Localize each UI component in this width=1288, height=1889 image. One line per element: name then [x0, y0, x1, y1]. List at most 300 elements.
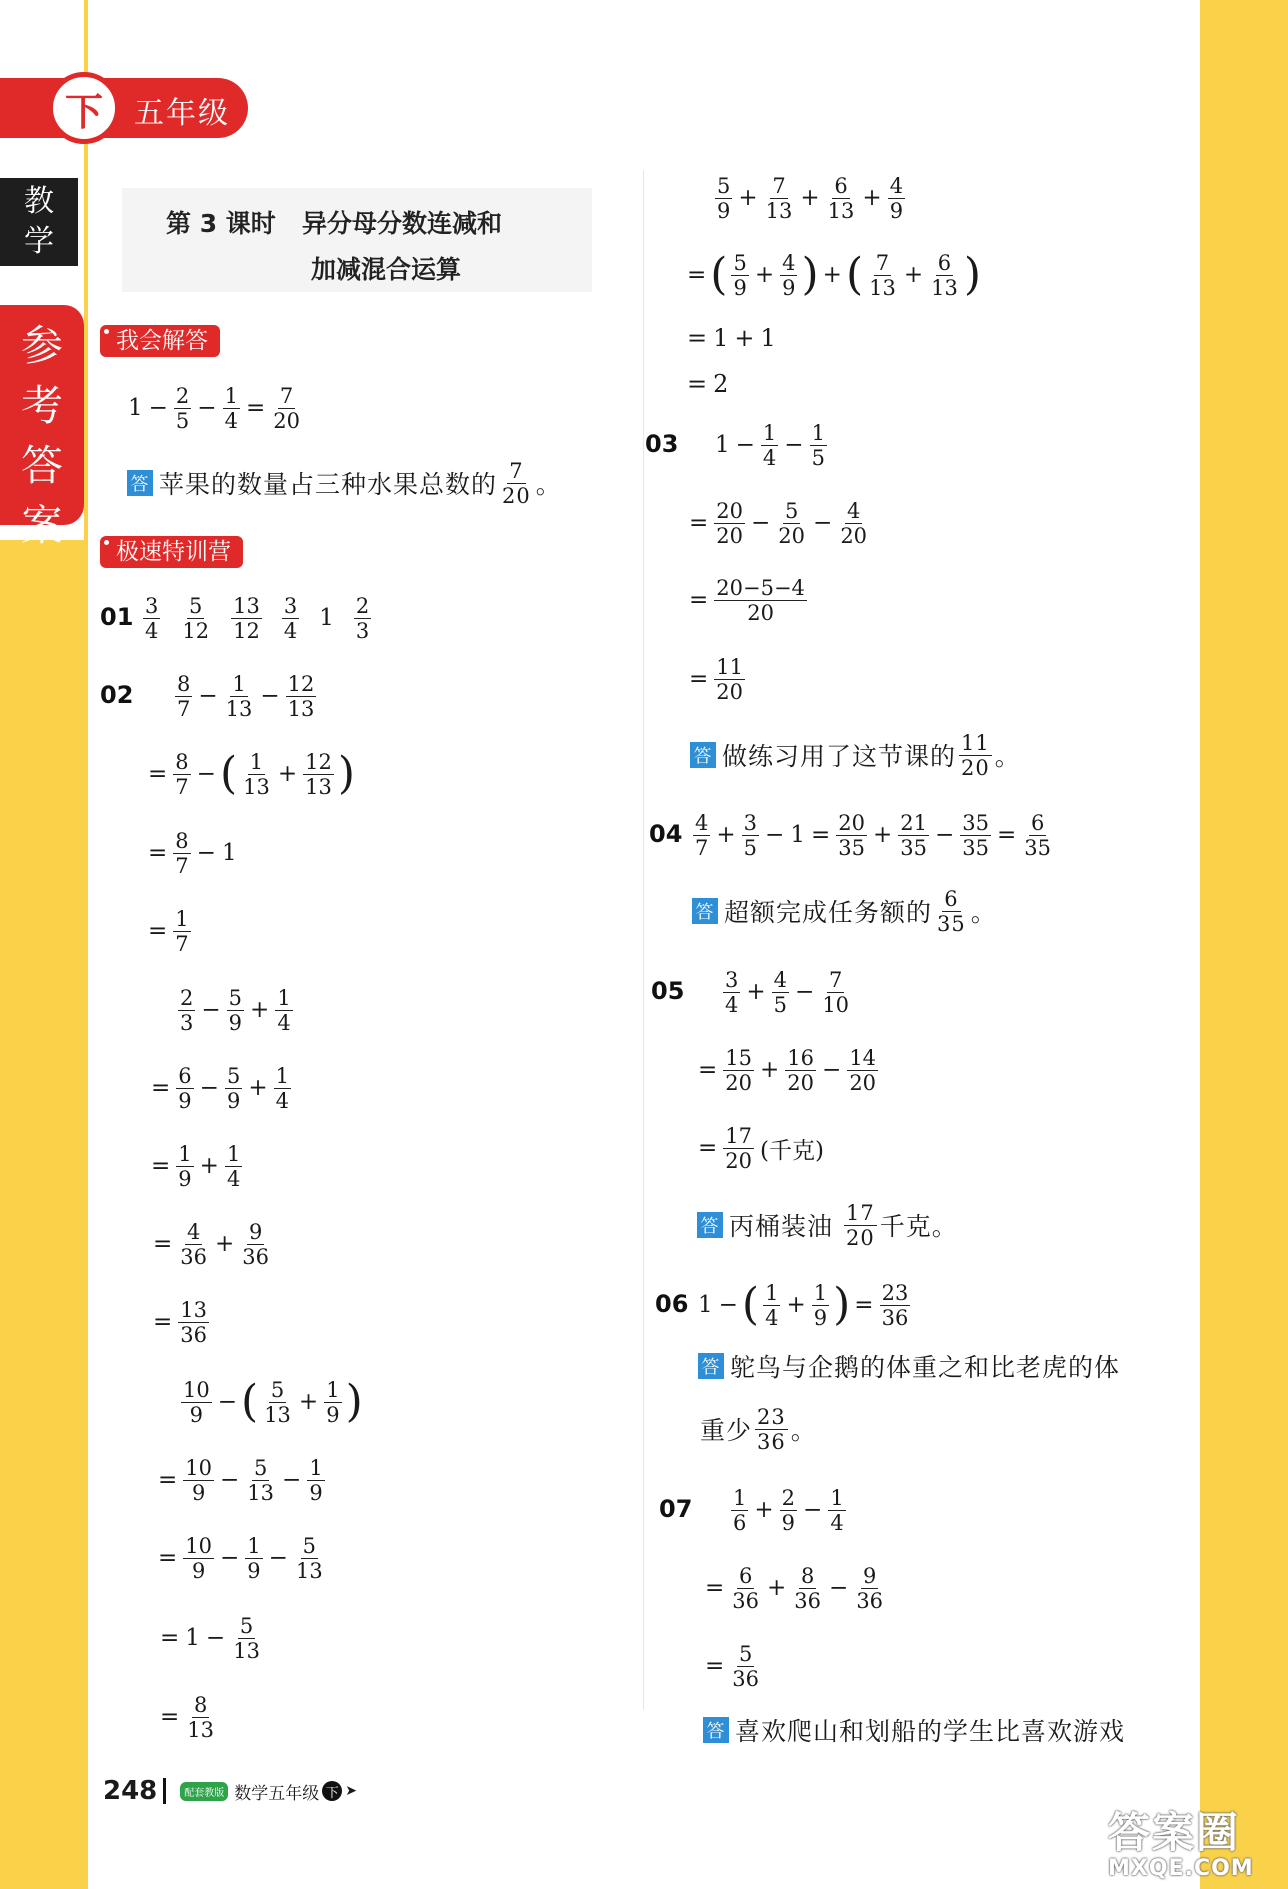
denominator: 20	[961, 755, 990, 780]
math-token: −	[198, 683, 218, 709]
denominator: 13	[187, 1717, 215, 1742]
parenthesis: )	[337, 748, 356, 799]
math-token: −	[201, 997, 221, 1023]
numerator: 5	[253, 1455, 268, 1480]
math-token: −	[934, 822, 955, 848]
math-token: =	[148, 761, 168, 787]
numerator: 10	[185, 1455, 213, 1480]
fraction	[324, 1378, 341, 1427]
numerator: 20	[716, 498, 744, 523]
denominator: 13	[225, 696, 253, 721]
question-number-06: 06	[655, 1290, 689, 1318]
parenthesis: )	[801, 249, 819, 300]
denominator: 13	[287, 696, 315, 721]
denominator: 9	[717, 198, 731, 223]
math-token: −	[268, 1545, 288, 1571]
numerator: 13	[233, 593, 260, 618]
denominator: 4	[725, 992, 739, 1017]
lesson-title-line2: 加减混合运算	[311, 255, 462, 284]
math-token: =	[160, 1704, 180, 1730]
denominator: 12	[233, 618, 260, 643]
fraction	[888, 174, 905, 223]
numerator: 8	[175, 749, 189, 774]
fraction	[185, 1693, 216, 1742]
fraction	[838, 499, 869, 548]
answer-mark-icon: 答	[697, 1212, 723, 1238]
denominator: 13	[931, 275, 958, 300]
fraction	[723, 1124, 754, 1173]
fraction	[810, 421, 827, 470]
denominator: 36	[242, 1244, 270, 1269]
numerator: 13	[180, 1297, 208, 1322]
numerator: 20−5−4	[716, 575, 805, 600]
numerator: 1	[762, 420, 777, 445]
math-token: +	[734, 324, 755, 352]
fraction	[173, 829, 190, 878]
numerator: 12	[305, 749, 332, 774]
denominator: 4	[277, 1010, 291, 1035]
q07-step2	[702, 1560, 888, 1616]
math-token: +	[822, 262, 842, 288]
q03-step4	[686, 651, 748, 707]
fraction	[143, 594, 160, 643]
side-tab-dark: 教 学	[0, 178, 78, 266]
denominator: 9	[189, 1402, 204, 1427]
math-token: −	[718, 1292, 738, 1318]
numerator: 1	[249, 749, 264, 774]
denominator: 9	[781, 1510, 796, 1535]
question-number-01: 01	[100, 603, 134, 631]
numerator: 7	[828, 967, 843, 992]
denominator: 5	[811, 445, 825, 470]
math-token: −	[148, 395, 168, 421]
fraction	[763, 1281, 780, 1330]
book-title: 数学五年级	[234, 1783, 320, 1804]
fraction	[693, 811, 710, 860]
denominator: 9	[191, 1558, 206, 1583]
fraction	[181, 1378, 212, 1427]
numerator: 9	[862, 1563, 877, 1588]
denominator: 20	[840, 523, 868, 548]
math-token: =	[153, 1309, 173, 1335]
question-number-03: 03	[645, 430, 679, 458]
denominator: 20	[846, 1225, 875, 1250]
q02-p1-step3	[145, 825, 240, 881]
fraction	[730, 1564, 761, 1613]
fraction	[178, 986, 195, 1035]
answer-mark-icon: 答	[692, 898, 718, 924]
denominator: 20	[725, 1148, 753, 1173]
fraction	[240, 1220, 271, 1269]
denominator: 20	[778, 523, 806, 548]
fraction	[173, 750, 190, 799]
denominator: 9	[178, 1088, 192, 1113]
math-token: 1	[790, 822, 805, 848]
denominator: 13	[295, 1558, 323, 1583]
fraction	[303, 750, 334, 799]
q05-step2	[695, 1042, 881, 1098]
math-token: =	[810, 822, 831, 848]
q02-p4-step4	[684, 356, 731, 412]
numerator: 17	[846, 1200, 875, 1225]
fraction	[714, 576, 807, 625]
q07-step1	[728, 1482, 849, 1538]
math-token: (千克)	[760, 1137, 824, 1164]
denominator: 3	[355, 618, 370, 643]
q02-p1-step1	[172, 668, 319, 724]
denominator: 9	[178, 1166, 192, 1191]
math-token: +	[298, 1389, 319, 1415]
math-token: 1	[221, 840, 237, 866]
numerator: 1	[277, 985, 291, 1010]
q02-p3-step3	[155, 1530, 328, 1586]
math-token: +	[760, 1057, 780, 1083]
math-token: −	[795, 979, 815, 1005]
q04-answer: 答 超额完成任务额的 $\frac{6}{35}$ 。	[692, 883, 997, 939]
q02-p3-step4	[157, 1610, 265, 1666]
fraction	[241, 750, 272, 799]
numerator: 20	[838, 810, 865, 835]
numerator: 4	[782, 250, 796, 275]
q03-step3	[686, 572, 810, 628]
page-number: 248	[103, 1776, 158, 1806]
denominator: 7	[175, 853, 189, 878]
numerator: 35	[962, 810, 989, 835]
math-token: =	[158, 1467, 178, 1493]
math-token: −	[220, 1545, 240, 1571]
denominator: 13	[765, 198, 793, 223]
fraction	[755, 1405, 788, 1454]
denominator: 35	[937, 911, 966, 936]
fraction	[294, 1534, 325, 1583]
numerator: 5	[784, 498, 799, 523]
parenthesis: )	[833, 1279, 851, 1330]
column-divider	[643, 170, 644, 1710]
numerator: 7	[509, 458, 524, 483]
question-number-05: 05	[651, 977, 685, 1005]
denominator: 5	[175, 408, 190, 433]
math-token: +	[754, 262, 775, 288]
denominator: 5	[743, 835, 758, 860]
numerator: 1	[175, 906, 189, 931]
fraction	[180, 594, 211, 643]
denominator: 13	[233, 1638, 260, 1663]
fraction	[772, 968, 789, 1017]
math-token: 2	[713, 370, 729, 398]
denominator: 35	[1024, 835, 1052, 860]
fraction	[178, 1298, 209, 1347]
denominator: 12	[182, 618, 210, 643]
q05-answer: 答 丙桶装油 $\frac{17}{20}$ 千克。	[697, 1197, 958, 1253]
fraction	[176, 1064, 193, 1113]
q02-p2-step5	[150, 1294, 212, 1350]
denominator: 20	[716, 523, 744, 548]
fraction	[245, 1534, 262, 1583]
denominator: 20	[849, 1070, 877, 1095]
q01-answers	[140, 590, 374, 646]
fraction	[854, 1564, 885, 1613]
fraction	[780, 1486, 797, 1535]
fraction	[223, 384, 240, 433]
fraction	[764, 174, 795, 223]
denominator: 3	[180, 1010, 194, 1035]
solve-expression	[125, 380, 305, 436]
denominator: 35	[838, 835, 865, 860]
q06-expression	[695, 1277, 913, 1333]
fraction	[844, 1201, 877, 1250]
grade-label: 五年级	[134, 96, 230, 131]
fraction	[812, 1281, 829, 1330]
denominator: 36	[794, 1588, 822, 1613]
page-footer	[103, 1776, 357, 1806]
numerator: 7	[279, 383, 294, 408]
fraction	[714, 655, 745, 704]
numerator: 23	[757, 1404, 786, 1429]
parenthesis: (	[845, 249, 864, 300]
math-token: =	[151, 1153, 171, 1179]
math-token: 1	[698, 1292, 713, 1318]
parenthesis: )	[963, 249, 982, 300]
denominator: 20	[716, 679, 744, 704]
fraction	[262, 1378, 293, 1427]
fraction	[225, 1142, 242, 1191]
math-token: =	[160, 1625, 180, 1651]
side-tab-answers: 参 考 答 案	[0, 305, 84, 525]
denominator: 20	[502, 483, 531, 508]
numerator: 16	[787, 1045, 815, 1070]
math-token: −	[220, 1467, 240, 1493]
denominator: 9	[889, 198, 904, 223]
fraction	[929, 251, 960, 300]
numerator: 2	[355, 593, 370, 618]
numerator: 4	[186, 1219, 201, 1244]
fraction	[227, 986, 244, 1035]
math-token: −	[260, 683, 280, 709]
math-token: 1	[760, 324, 776, 352]
denominator: 13	[305, 774, 332, 799]
fraction	[286, 672, 317, 721]
numerator: 9	[248, 1219, 263, 1244]
math-token: −	[784, 432, 804, 458]
fraction	[1022, 811, 1053, 860]
denominator: 20	[273, 408, 300, 433]
math-token: =	[698, 1135, 718, 1161]
math-token: =	[705, 1653, 725, 1679]
answer-mark-icon: 答	[698, 1353, 724, 1379]
fraction	[231, 1614, 262, 1663]
numerator: 1	[811, 420, 825, 445]
fraction	[714, 499, 745, 548]
fraction	[178, 1220, 209, 1269]
math-token: +	[248, 1075, 268, 1101]
math-token: −	[765, 822, 785, 848]
numerator: 2	[180, 985, 194, 1010]
math-token: +	[199, 1153, 219, 1179]
numerator: 17	[725, 1123, 753, 1148]
numerator: 4	[695, 810, 709, 835]
fraction	[176, 1142, 193, 1191]
fraction	[792, 1564, 823, 1613]
denominator: 6	[733, 1510, 747, 1535]
fraction	[761, 421, 778, 470]
numerator: 5	[302, 1533, 316, 1558]
math-token: =	[245, 395, 266, 421]
numerator: 5	[738, 1641, 753, 1666]
fraction	[731, 1486, 748, 1535]
q02-p2-step4	[150, 1216, 274, 1272]
numerator: 23	[881, 1280, 909, 1305]
denominator: 5	[773, 992, 788, 1017]
denominator: 13	[869, 275, 896, 300]
fraction	[935, 887, 968, 936]
math-token: =	[689, 666, 709, 692]
parenthesis: (	[219, 748, 238, 799]
math-token: −	[196, 761, 216, 787]
denominator: 35	[962, 835, 989, 860]
denominator: 36	[856, 1588, 884, 1613]
numerator: 8	[177, 671, 191, 696]
parenthesis: (	[741, 1279, 760, 1330]
denominator: 36	[881, 1305, 909, 1330]
solve-answer: 答 苹果的数量占三种水果总数的 $\frac{7}{20}$ 。	[127, 455, 562, 511]
numerator: 1	[178, 1141, 192, 1166]
answer-mark-icon: 答	[690, 742, 716, 768]
numerator: 1	[224, 383, 238, 408]
denominator: 9	[247, 1558, 261, 1583]
math-token: −	[196, 840, 216, 866]
numerator: 4	[773, 967, 788, 992]
math-token: 1	[128, 395, 143, 421]
fraction	[500, 459, 533, 508]
watermark	[1108, 1800, 1278, 1884]
numerator: 3	[725, 967, 739, 992]
denominator: 7	[175, 774, 189, 799]
q02-p4-step1	[712, 170, 908, 226]
math-token: +	[746, 979, 766, 1005]
denominator: 10	[822, 992, 850, 1017]
denominator: 7	[175, 931, 189, 956]
numerator: 1	[830, 1485, 844, 1510]
math-token: +	[716, 822, 736, 848]
denominator: 36	[732, 1666, 760, 1691]
numerator: 5	[733, 250, 747, 275]
right-yellow-strip	[1200, 0, 1288, 1889]
numerator: 5	[228, 985, 243, 1010]
math-token: =	[689, 587, 709, 613]
math-token: =	[158, 1545, 178, 1571]
math-token: −	[197, 395, 217, 421]
numerator: 3	[743, 810, 758, 835]
fraction	[271, 384, 302, 433]
denominator: 9	[782, 275, 796, 300]
numerator: 4	[846, 498, 861, 523]
math-token: =	[698, 1057, 718, 1083]
fraction	[828, 1486, 845, 1535]
fraction	[960, 811, 991, 860]
volume-badge: 下	[48, 72, 120, 144]
numerator: 5	[226, 1063, 241, 1088]
lesson-title-line1: 第 3 课时 异分母分数连减和	[166, 209, 502, 238]
q07-step3	[702, 1638, 764, 1694]
q02-p2-step2	[148, 1060, 294, 1116]
math-token: +	[862, 185, 882, 211]
denominator: 4	[226, 1166, 241, 1191]
answer-mark-icon: 答	[127, 470, 153, 496]
denominator: 36	[180, 1322, 208, 1347]
fraction	[867, 251, 898, 300]
denominator: 4	[224, 408, 238, 433]
numerator: 6	[834, 173, 848, 198]
fraction	[776, 499, 807, 548]
fraction	[880, 1281, 911, 1330]
fraction	[225, 1064, 242, 1113]
math-token: 1	[185, 1625, 200, 1651]
math-token: =	[687, 370, 708, 398]
fraction	[780, 251, 797, 300]
numerator: 14	[849, 1045, 877, 1070]
numerator: 1	[226, 1141, 241, 1166]
numerator: 1	[765, 1280, 779, 1305]
numerator: 1	[733, 1485, 747, 1510]
denominator: 13	[247, 1480, 275, 1505]
fraction	[785, 1046, 816, 1095]
fraction	[826, 174, 857, 223]
math-token: +	[277, 761, 298, 787]
denominator: 4	[765, 1305, 779, 1330]
denominator: 4	[762, 445, 777, 470]
q02-p2-step3	[148, 1138, 245, 1194]
parenthesis: (	[241, 1376, 259, 1427]
numerator: 1	[275, 1063, 289, 1088]
numerator: 4	[889, 173, 904, 198]
denominator: 4	[275, 1088, 289, 1113]
numerator: 1	[232, 671, 246, 696]
denominator: 13	[827, 198, 855, 223]
question-number-02: 02	[100, 681, 134, 709]
denominator: 9	[191, 1480, 206, 1505]
numerator: 6	[1030, 810, 1045, 835]
math-token: =	[689, 510, 709, 536]
denominator: 9	[228, 1010, 243, 1035]
denominator: 9	[226, 1088, 241, 1113]
fraction	[820, 968, 851, 1017]
denominator: 20	[787, 1070, 815, 1095]
denominator: 13	[243, 774, 270, 799]
math-token: 1	[715, 432, 730, 458]
math-token: 1	[319, 605, 334, 631]
numerator: 8	[800, 1563, 815, 1588]
denominator: 7	[177, 696, 191, 721]
q02-p2-step1	[175, 982, 296, 1038]
fraction	[723, 1046, 754, 1095]
numerator: 2	[781, 1485, 796, 1510]
q05-step1	[720, 964, 854, 1020]
numerator: 8	[175, 828, 189, 853]
numerator: 21	[900, 810, 927, 835]
numerator: 1	[326, 1377, 340, 1402]
q03-step1	[712, 417, 830, 473]
denominator: 9	[326, 1402, 340, 1427]
question-number-07: 07	[659, 1495, 693, 1523]
numerator: 10	[185, 1533, 213, 1558]
math-token: +	[800, 185, 820, 211]
math-token: +	[754, 1497, 774, 1523]
numerator: 5	[239, 1613, 254, 1638]
numerator: 6	[738, 1563, 753, 1588]
denominator: 7	[695, 835, 709, 860]
math-token: +	[215, 1231, 235, 1257]
math-token: =	[153, 1231, 173, 1257]
